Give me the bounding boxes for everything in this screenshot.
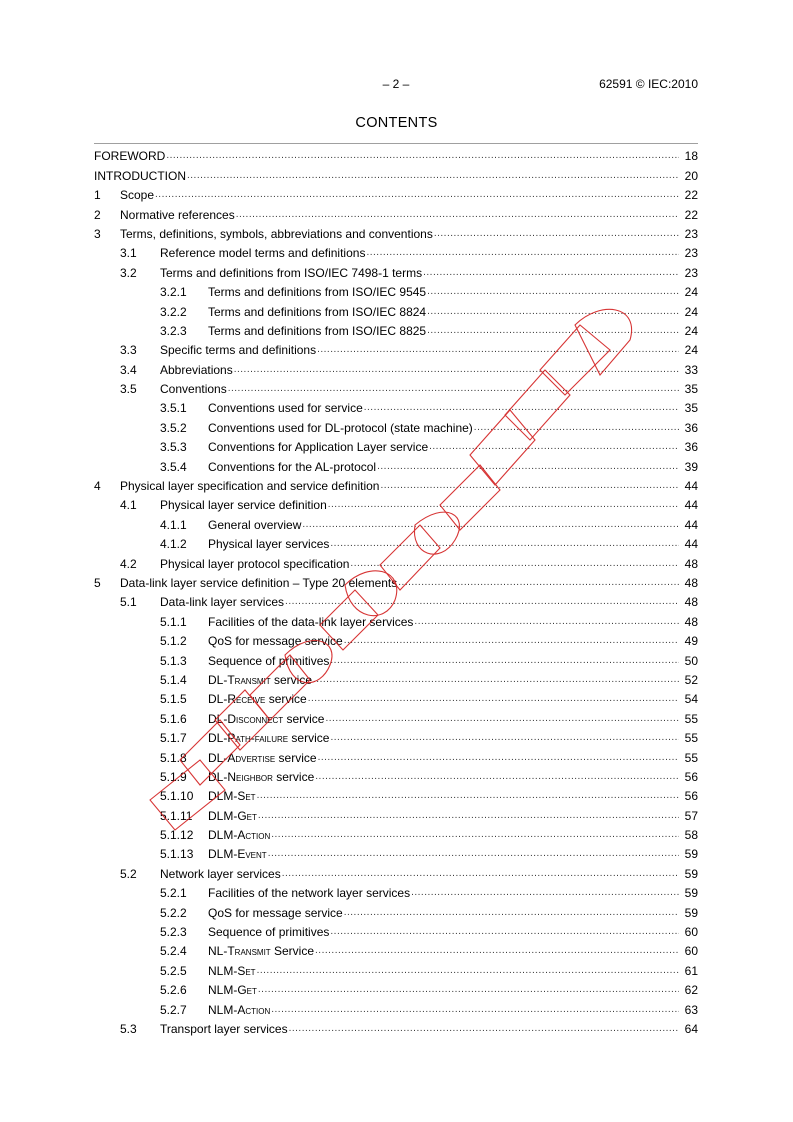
- page-number: – 2 –: [382, 77, 410, 91]
- toc-entry-number: 5.1: [120, 595, 137, 610]
- dot-leader: [318, 751, 679, 765]
- toc-entry-number: 5.1.2: [160, 634, 187, 649]
- toc-entry-number: 4.2: [120, 556, 137, 571]
- toc-entry[interactable]: [94, 493, 698, 512]
- toc-entry-page: 24: [684, 304, 698, 319]
- dot-leader: [302, 518, 679, 532]
- toc-entry-title: DL-Neighbor service: [208, 769, 315, 784]
- dot-leader: [411, 886, 679, 900]
- toc-entry[interactable]: [94, 939, 698, 958]
- toc-entry-title: FOREWORD: [94, 149, 166, 164]
- toc-entry-page: 60: [684, 944, 698, 959]
- toc-entry-number: 5.1.13: [160, 847, 194, 862]
- toc-entry[interactable]: [94, 687, 698, 706]
- dot-leader: [328, 498, 679, 512]
- toc-entry[interactable]: [94, 551, 698, 570]
- toc-entry-page: 20: [684, 168, 698, 183]
- toc-entry[interactable]: [94, 823, 698, 842]
- toc-entry-number: 2: [94, 207, 101, 222]
- toc-entry-number: 3.5: [120, 382, 137, 397]
- toc-entry-number: 3.3: [120, 343, 137, 358]
- dot-leader: [366, 246, 679, 260]
- toc-entry-title: Facilities of the network layer services: [208, 886, 411, 901]
- toc-entry[interactable]: [94, 454, 698, 473]
- toc-entry-number: 5.1.7: [160, 731, 187, 746]
- dot-leader: [427, 324, 679, 338]
- toc-entry-number: 5: [94, 575, 101, 590]
- toc-entry-title: Network layer services: [160, 866, 281, 881]
- dot-leader: [344, 906, 679, 920]
- toc-entry-page: 44: [684, 517, 698, 532]
- dot-leader: [429, 440, 679, 454]
- toc-entry-page: 59: [684, 847, 698, 862]
- toc-entry-page: 62: [684, 983, 698, 998]
- toc-entry-number: 3.1: [120, 246, 137, 261]
- toc-entry[interactable]: [94, 978, 698, 997]
- toc-entry[interactable]: [94, 396, 698, 415]
- toc-entry-page: 48: [684, 595, 698, 610]
- toc-entry-title: Conventions for the AL-protocol: [208, 459, 377, 474]
- toc-entry-page: 63: [684, 1002, 698, 1017]
- toc-entry[interactable]: [94, 163, 698, 182]
- toc-entry[interactable]: [94, 415, 698, 434]
- toc-entry-page: 23: [684, 246, 698, 261]
- dot-leader: [313, 673, 679, 687]
- toc-entry-number: 5.1.6: [160, 711, 187, 726]
- toc-entry-number: 1: [94, 188, 101, 203]
- toc-entry-page: 61: [684, 963, 698, 978]
- toc-entry[interactable]: [94, 1017, 698, 1036]
- toc-entry-title: Physical layer protocol specification: [160, 556, 350, 571]
- toc-entry[interactable]: [94, 222, 698, 241]
- toc-entry[interactable]: [94, 474, 698, 493]
- toc-entry-page: 60: [684, 925, 698, 940]
- toc-entry-page: 23: [684, 226, 698, 241]
- page-title: CONTENTS: [355, 115, 438, 131]
- toc-entry-number: 5.2.4: [160, 944, 187, 959]
- dot-leader: [166, 149, 679, 163]
- toc-entry-title: NLM-Get: [208, 983, 257, 998]
- toc-entry-title: Terms and definitions from ISO/IEC 8825: [208, 323, 427, 338]
- toc-entry[interactable]: [94, 590, 698, 609]
- toc-entry-page: 59: [684, 886, 698, 901]
- toc-entry-number: 5.1.5: [160, 692, 187, 707]
- toc-entry-page: 54: [684, 692, 698, 707]
- toc-entry[interactable]: [94, 648, 698, 667]
- dot-leader: [364, 401, 679, 415]
- toc-entry-title: Conventions used for DL-protocol (state machine): [208, 420, 473, 435]
- toc-entry-title: Conventions used for service: [208, 401, 363, 416]
- toc-entry-number: 5.2.3: [160, 925, 187, 940]
- toc-entry-title: DLM-Get: [208, 808, 257, 823]
- dot-leader: [423, 266, 679, 280]
- toc-entry[interactable]: [94, 241, 698, 260]
- dot-leader: [317, 343, 679, 357]
- toc-entry[interactable]: [94, 881, 698, 900]
- toc-entry[interactable]: [94, 202, 698, 221]
- toc-entry-page: 55: [684, 711, 698, 726]
- dot-leader: [377, 460, 679, 474]
- toc-entry-number: 3.5.2: [160, 420, 187, 435]
- toc-entry[interactable]: [94, 900, 698, 919]
- toc-entry-title: Terms and definitions from ISO/IEC 8824: [208, 304, 427, 319]
- dot-leader: [315, 770, 679, 784]
- table-of-contents: [94, 143, 698, 1036]
- toc-entry-page: 35: [684, 382, 698, 397]
- toc-entry-number: 5.2.6: [160, 983, 187, 998]
- toc-entry[interactable]: [94, 512, 698, 531]
- dot-leader: [234, 363, 679, 377]
- toc-entry[interactable]: [94, 745, 698, 764]
- dot-leader: [258, 983, 679, 997]
- toc-entry-page: 39: [684, 459, 698, 474]
- dot-leader: [228, 382, 679, 396]
- toc-entry-page: 55: [684, 731, 698, 746]
- dot-leader: [289, 1022, 679, 1036]
- toc-entry-title: QoS for message service: [208, 905, 343, 920]
- dot-leader: [350, 557, 679, 571]
- toc-entry-page: 24: [684, 323, 698, 338]
- toc-entry-page: 50: [684, 653, 698, 668]
- toc-entry[interactable]: [94, 668, 698, 687]
- toc-entry-title: Normative references: [120, 207, 235, 222]
- toc-entry[interactable]: [94, 861, 698, 880]
- toc-entry-page: 56: [684, 789, 698, 804]
- toc-entry[interactable]: [94, 183, 698, 202]
- toc-entry-title: Terms and definitions from ISO/IEC 9545: [208, 285, 427, 300]
- toc-entry[interactable]: [94, 143, 698, 163]
- toc-entry-title: DL-Receive service: [208, 692, 307, 707]
- toc-entry[interactable]: [94, 920, 698, 939]
- toc-entry-title: General overview: [208, 517, 302, 532]
- toc-entry[interactable]: [94, 784, 698, 803]
- dot-leader: [427, 285, 679, 299]
- dot-leader: [257, 964, 679, 978]
- toc-entry-number: 5.1.4: [160, 672, 187, 687]
- toc-entry-title: Data-link layer services: [160, 595, 285, 610]
- toc-entry-page: 44: [684, 537, 698, 552]
- toc-entry-page: 24: [684, 343, 698, 358]
- toc-entry-title: Terms and definitions from ISO/IEC 7498-1 terms: [160, 265, 423, 280]
- toc-entry-number: 4.1.1: [160, 517, 187, 532]
- toc-entry-number: 3.4: [120, 362, 137, 377]
- toc-entry-title: Physical layer service definition: [160, 498, 327, 513]
- toc-entry-page: 24: [684, 285, 698, 300]
- dot-leader: [308, 692, 679, 706]
- toc-entry-number: 5.2.7: [160, 1002, 187, 1017]
- toc-entry[interactable]: [94, 765, 698, 784]
- toc-entry[interactable]: [94, 571, 698, 590]
- toc-entry[interactable]: [94, 997, 698, 1016]
- toc-entry-number: 3.5.1: [160, 401, 187, 416]
- dot-leader: [271, 1003, 679, 1017]
- toc-entry-page: 44: [684, 498, 698, 513]
- toc-entry-title: NL-Transmit Service: [208, 944, 315, 959]
- toc-entry-number: 5.1.3: [160, 653, 187, 668]
- toc-entry-page: 56: [684, 769, 698, 784]
- dot-leader: [315, 944, 679, 958]
- toc-entry-page: 55: [684, 750, 698, 765]
- toc-entry[interactable]: [94, 629, 698, 648]
- dot-leader: [330, 537, 679, 551]
- toc-entry-number: 5.1.8: [160, 750, 187, 765]
- toc-entry-title: INTRODUCTION: [94, 168, 186, 183]
- dot-leader: [236, 208, 679, 222]
- toc-entry-title: Physical layer services: [208, 537, 330, 552]
- toc-entry-title: Conventions: [160, 382, 227, 397]
- toc-entry-page: 48: [684, 614, 698, 629]
- toc-entry[interactable]: [94, 532, 698, 551]
- toc-entry-page: 22: [684, 207, 698, 222]
- toc-entry-number: 5.2.5: [160, 963, 187, 978]
- toc-entry[interactable]: [94, 357, 698, 376]
- toc-entry[interactable]: [94, 842, 698, 861]
- toc-entry-page: 36: [684, 440, 698, 455]
- toc-entry-page: 22: [684, 188, 698, 203]
- toc-entry-number: 3.2: [120, 265, 137, 280]
- toc-entry-number: 4.1: [120, 498, 137, 513]
- toc-entry-page: 44: [684, 479, 698, 494]
- toc-entry[interactable]: [94, 435, 698, 454]
- toc-entry-number: 3.5.3: [160, 440, 187, 455]
- toc-entry-title: DLM-Action: [208, 828, 271, 843]
- toc-entry-title: DL-Disconnect service: [208, 711, 325, 726]
- dot-leader: [344, 634, 679, 648]
- toc-entry[interactable]: [94, 338, 698, 357]
- toc-entry-title: Physical layer specification and service definition: [120, 479, 380, 494]
- toc-entry-number: 5.1.12: [160, 828, 194, 843]
- toc-entry-page: 49: [684, 634, 698, 649]
- dot-leader: [271, 828, 679, 842]
- toc-entry[interactable]: [94, 726, 698, 745]
- toc-entry-number: 3.5.4: [160, 459, 187, 474]
- toc-entry-number: 4.1.2: [160, 537, 187, 552]
- dot-leader: [282, 867, 679, 881]
- dot-leader: [380, 479, 679, 493]
- toc-entry-number: 3.2.1: [160, 285, 187, 300]
- toc-entry-title: Specific terms and definitions: [160, 343, 317, 358]
- toc-entry-page: 52: [684, 672, 698, 687]
- dot-leader: [257, 789, 679, 803]
- dot-leader: [434, 227, 679, 241]
- toc-entry[interactable]: [94, 299, 698, 318]
- toc-entry-number: 3.2.3: [160, 323, 187, 338]
- dot-leader: [325, 712, 679, 726]
- toc-entry[interactable]: [94, 958, 698, 977]
- toc-entry-number: 5.2.2: [160, 905, 187, 920]
- toc-entry-page: 33: [684, 362, 698, 377]
- dot-leader: [414, 615, 679, 629]
- toc-entry-title: Conventions for Application Layer service: [208, 440, 429, 455]
- toc-entry[interactable]: [94, 706, 698, 725]
- toc-entry-title: Data-link layer service definition – Type 20 elements: [120, 575, 398, 590]
- toc-entry-title: Facilities of the data-link layer services: [208, 614, 414, 629]
- toc-entry-page: 35: [684, 401, 698, 416]
- toc-entry-title: NLM-Action: [208, 1002, 271, 1017]
- toc-entry-page: 59: [684, 866, 698, 881]
- dot-leader: [398, 576, 679, 590]
- dot-leader: [330, 731, 679, 745]
- toc-entry-page: 59: [684, 905, 698, 920]
- toc-entry-title: Terms, definitions, symbols, abbreviations and conventions: [120, 226, 433, 241]
- dot-leader: [187, 169, 679, 183]
- toc-entry-number: 3: [94, 226, 101, 241]
- dot-leader: [285, 595, 679, 609]
- toc-entry-page: 18: [684, 149, 698, 164]
- toc-entry-page: 58: [684, 828, 698, 843]
- toc-entry[interactable]: [94, 319, 698, 338]
- toc-entry-number: 5.2: [120, 866, 137, 881]
- toc-entry-title: Scope: [120, 188, 155, 203]
- toc-entry-title: DL-Transmit service: [208, 672, 313, 687]
- toc-entry[interactable]: [94, 609, 698, 628]
- toc-entry-number: 5.1.9: [160, 769, 187, 784]
- toc-entry-title: Transport layer services: [160, 1021, 288, 1036]
- standard-identifier: 62591 © IEC:2010: [599, 77, 698, 91]
- dot-leader: [330, 654, 679, 668]
- toc-entry[interactable]: [94, 377, 698, 396]
- toc-entry[interactable]: [94, 280, 698, 299]
- toc-entry-page: 57: [684, 808, 698, 823]
- toc-entry-page: 48: [684, 556, 698, 571]
- toc-entry-title: DLM-Set: [208, 789, 256, 804]
- toc-entry-title: NLM-Set: [208, 963, 256, 978]
- dot-leader: [155, 188, 679, 202]
- toc-entry-page: 48: [684, 575, 698, 590]
- toc-entry[interactable]: [94, 260, 698, 279]
- toc-entry-title: DL-Path-failure service: [208, 731, 330, 746]
- toc-entry-number: 5.3: [120, 1021, 137, 1036]
- dot-leader: [330, 925, 679, 939]
- dot-leader: [474, 421, 679, 435]
- toc-entry-page: 23: [684, 265, 698, 280]
- toc-entry-number: 5.1.10: [160, 789, 194, 804]
- toc-entry-number: 5.1.1: [160, 614, 187, 629]
- dot-leader: [268, 847, 679, 861]
- page-header: [94, 77, 698, 93]
- toc-entry-title: Sequence of primitives: [208, 653, 330, 668]
- toc-entry-page: 64: [684, 1021, 698, 1036]
- toc-entry-title: Reference model terms and definitions: [160, 246, 366, 261]
- toc-entry-title: DL-Advertise service: [208, 750, 317, 765]
- toc-entry[interactable]: [94, 803, 698, 822]
- toc-entry-title: Sequence of primitives: [208, 925, 330, 940]
- toc-entry-title: Abbreviations: [160, 362, 233, 377]
- dot-leader: [427, 305, 679, 319]
- toc-entry-number: 3.2.2: [160, 304, 187, 319]
- toc-entry-title: DLM-Event: [208, 847, 267, 862]
- toc-entry-number: 5.2.1: [160, 886, 187, 901]
- toc-entry-number: 5.1.11: [160, 808, 193, 823]
- toc-entry-number: 4: [94, 479, 101, 494]
- toc-entry-title: QoS for message service: [208, 634, 343, 649]
- toc-entry-page: 36: [684, 420, 698, 435]
- dot-leader: [258, 809, 679, 823]
